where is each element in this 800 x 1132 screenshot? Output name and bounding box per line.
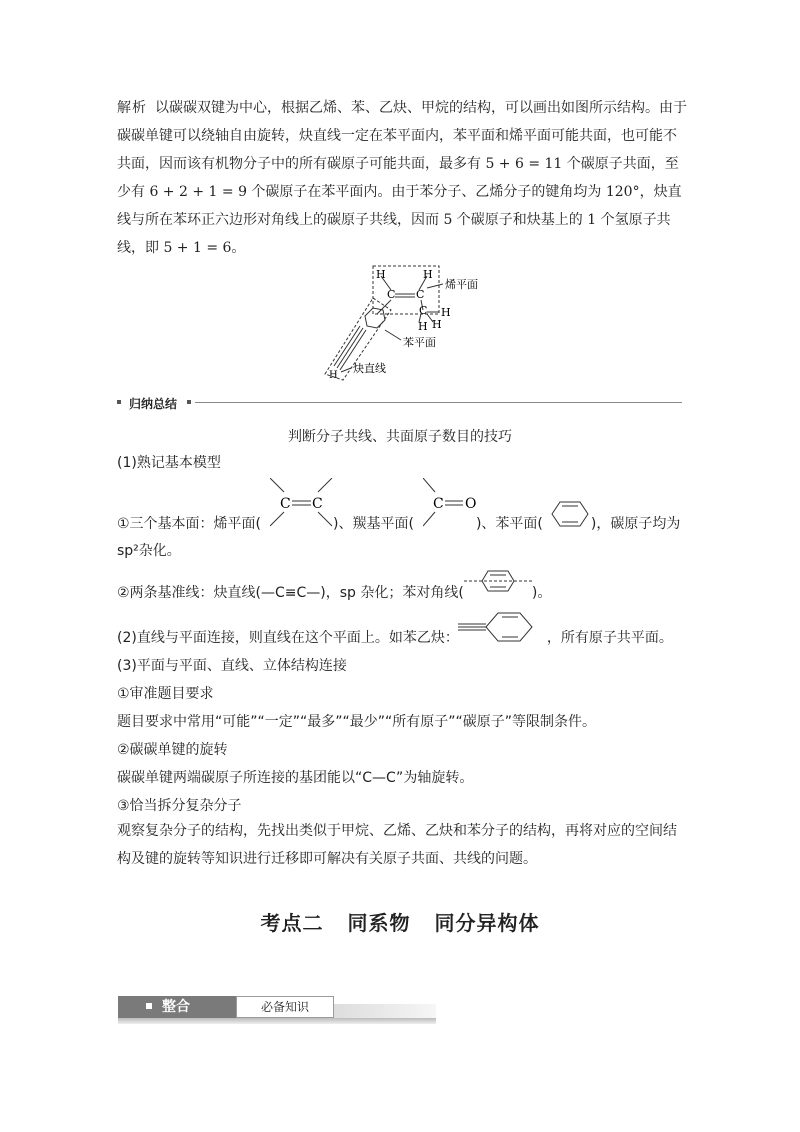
summary-heading-bar [117,395,682,411]
atom-h: H [418,320,428,333]
atom-c: C [280,496,291,512]
carbonyl-plane-drawing [423,478,485,534]
analysis-body: 以碳碳双键为中心，根据乙烯、苯、乙炔、甲烷的结构，可以画出如图所示结构。由于碳碳单键可以绕轴自由旋转，炔直线一定在苯平面内，苯平面和烯平面可能共面，也可能不共面，因而该有机物分子中的所有碳原子可能共面，最多有 5 + 6 = 11 个碳原子共面，至少有 6 + 2 + 1 = 9 个碳原子在苯平面内。由于苯分子、乙烯分子的键角均为 120°，炔直线与所在苯环正六边形对角线上的碳原子共线，因而 5 个碳原子和炔基上的 1 个氢原子共线，即 5 + 1 = 6。 [117,100,687,256]
divider [195,402,682,403]
point-2-text-b: ，所有原子共平面。 [546,630,673,646]
benzene-plane-drawing [546,498,594,530]
label-alkene-plane: 烯平面 [445,278,478,291]
point-2-text-a: (2)直线与平面连接，则直线在这个平面上。如苯乙炔： [117,630,459,646]
atom-c: C [433,496,444,512]
atom-h: H [432,318,442,331]
section-title-part: 同分异构体 [434,911,540,935]
alkene-plane-drawing [270,478,342,534]
summary-title: 判断分子共线、共面原子数目的技巧 [288,429,512,445]
item-1-text-c: )、苯平面( [475,516,543,532]
benzene-diagonal-drawing [464,566,532,596]
atom-h: H [376,268,386,281]
section-title-part: 考点二 [260,911,324,935]
atom-h: H [441,306,451,319]
item-1-text-a: ①三个基本面：烯平面( [117,516,262,532]
item-2-text-b: )。 [531,585,552,601]
atom-o: O [465,496,477,512]
point-3-title: (3)平面与平面、直线、立体结构连接 [117,658,347,674]
atom-c: C [416,288,425,301]
point-3-3-title: ③恰当拆分复杂分子 [117,798,242,814]
section-title-part: 同系物 [347,911,411,935]
tag-dark [118,996,236,1018]
tag-fade [334,1004,436,1018]
tag-shadow [118,1018,436,1024]
atom-c: C [387,288,396,301]
point-3-2-text: 碳碳单键两端碳原子所连接的基团能以“C—C”为轴旋转。 [117,770,474,786]
item-1-line [117,513,680,533]
atom-c: C [312,496,323,512]
label-alkyne-line: 炔直线 [353,362,386,375]
tag-dark-label: 整合 [162,999,190,1015]
point-3-1-text: 题目要求中常用“可能”“一定”“最多”“最少”“所有原子”“碳原子”等限制条件。 [117,714,597,730]
phenylacetylene-drawing [458,610,546,644]
item-1-text-d: )，碳原子均为 [590,516,681,532]
label-benzene-plane: 苯平面 [403,336,436,349]
square-bullet-icon [146,1003,152,1009]
square-bullet-icon [187,400,191,404]
section-title [0,907,800,936]
summary-heading: 归纳总结 [129,397,178,411]
point-3-3-text: 观察复杂分子的结构，先找出类似于甲烷、乙烯、乙炔和苯分子的结构，再将对应的空间结构及键的旋转等知识进行迁移即可解决有关原子共面、共线的问题。 [117,823,677,867]
atom-h: H [423,268,433,281]
point-2-line [117,627,673,647]
analysis-lead: 解析 [117,100,147,116]
point-3-2-title: ②碳碳单键的旋转 [117,742,228,758]
sp2-line: sp²杂化。 [117,543,181,559]
atom-h: H [329,370,338,381]
structure-figure [315,262,505,382]
item-2-text-a: ②两条基准线：炔直线(—C≡C—)，sp 杂化；苯对角线( [117,585,464,601]
item-1-text-b: )、羰基平面( [333,516,414,532]
benzene-ring [365,308,385,328]
square-bullet-icon [117,400,121,404]
analysis-paragraph [117,94,687,262]
point-1-title: (1)熟记基本模型 [117,455,221,471]
point-3-1-title: ①审准题目要求 [117,686,214,702]
tag-light-label: 必备知识 [236,996,334,1018]
atom-c: C [419,304,428,317]
